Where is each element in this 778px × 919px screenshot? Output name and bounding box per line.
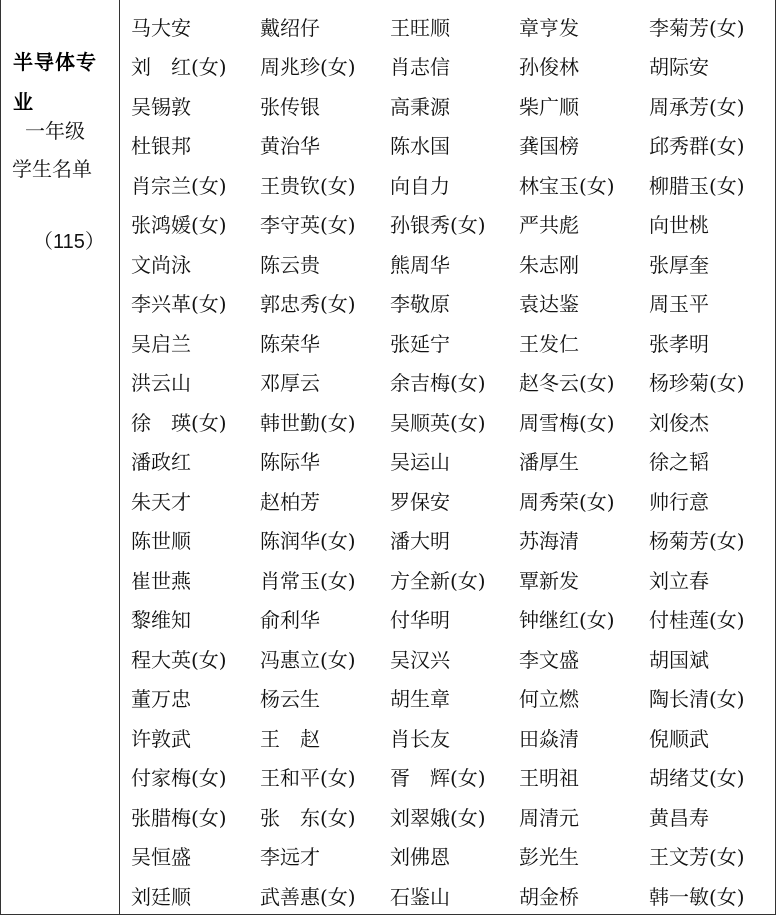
- student-name: 周兆珍(女): [260, 55, 356, 80]
- student-name: 何立燃: [519, 687, 579, 712]
- student-name: 周玉平: [649, 292, 709, 317]
- student-name: 张孝明: [649, 331, 709, 356]
- student-name: 孙银秀(女): [390, 213, 486, 238]
- student-name: 吴顺英(女): [390, 410, 486, 435]
- table-row: [131, 482, 771, 522]
- table-row: [131, 364, 771, 404]
- student-name: 石鉴山: [390, 884, 450, 909]
- student-name: 倪顺武: [649, 726, 709, 751]
- table-row: [131, 8, 771, 48]
- table-row: [131, 561, 771, 601]
- student-name: 陈际华: [260, 450, 320, 475]
- student-name: 杨菊芳(女): [649, 529, 745, 554]
- table-row: [131, 87, 771, 127]
- student-name: 袁达鉴: [519, 292, 579, 317]
- student-name: 黄治华: [260, 134, 320, 159]
- student-name: 张传银: [260, 94, 320, 119]
- student-name: 吴恒盛: [131, 845, 191, 870]
- student-name: 董万忠: [131, 687, 191, 712]
- student-name: 胡金桥: [519, 884, 579, 909]
- table-row: [131, 759, 771, 799]
- student-name: 洪云山: [131, 371, 191, 396]
- student-name: 吴运山: [390, 450, 450, 475]
- student-name: 周雪梅(女): [519, 410, 615, 435]
- student-name: 刘立春: [649, 568, 709, 593]
- table-row: [131, 719, 771, 759]
- student-name: 杨云生: [260, 687, 320, 712]
- student-name: 周秀荣(女): [519, 489, 615, 514]
- student-name: 田焱清: [519, 726, 579, 751]
- student-name: 文尚泳: [131, 252, 191, 277]
- student-name: 李敬原: [390, 292, 450, 317]
- student-name: 孙俊林: [519, 55, 579, 80]
- student-name: 刘佛恩: [390, 845, 450, 870]
- student-name: 黄昌寿: [649, 805, 709, 830]
- student-name: 柴广顺: [519, 94, 579, 119]
- table-row: [131, 877, 771, 917]
- table-row: [131, 798, 771, 838]
- major-cell: [1, 0, 119, 915]
- student-name: 张延宁: [390, 331, 450, 356]
- student-name: 杜银邦: [131, 134, 191, 159]
- student-name: 方全新(女): [390, 568, 486, 593]
- student-name: 刘俊杰: [649, 410, 709, 435]
- table-row: [131, 403, 771, 443]
- student-name: 吴启兰: [131, 331, 191, 356]
- table-row: [131, 838, 771, 878]
- student-name: 王文芳(女): [649, 845, 745, 870]
- table-row: [131, 601, 771, 641]
- student-name: 胥 辉(女): [390, 766, 486, 791]
- grade-label: 一年级: [25, 119, 85, 143]
- student-name: 冯惠立(女): [260, 647, 356, 672]
- student-name: 肖长友: [390, 726, 450, 751]
- student-name: 章亨发: [519, 15, 579, 40]
- student-name: 李守英(女): [260, 213, 356, 238]
- student-name: 付家梅(女): [131, 766, 227, 791]
- column-divider: [119, 0, 120, 915]
- student-name: 张厚奎: [649, 252, 709, 277]
- student-name: 马大安: [131, 15, 191, 40]
- student-name: 肖志信: [390, 55, 450, 80]
- student-name: 胡绪艾(女): [649, 766, 745, 791]
- table-row: [131, 285, 771, 325]
- student-name: 陈润华(女): [260, 529, 356, 554]
- student-name: 付桂莲(女): [649, 608, 745, 633]
- student-name: 徐 瑛(女): [131, 410, 227, 435]
- student-name: 李兴革(女): [131, 292, 227, 317]
- student-name: 龚国榜: [519, 134, 579, 159]
- student-name: 肖宗兰(女): [131, 173, 227, 198]
- table-row: [131, 206, 771, 246]
- student-name: 苏海清: [519, 529, 579, 554]
- major-title: 半导体专业: [13, 50, 97, 114]
- table-row: [131, 680, 771, 720]
- table-row: [131, 48, 771, 88]
- student-name: 李远才: [260, 845, 320, 870]
- student-name: 钟继红(女): [519, 608, 615, 633]
- student-name: 戴绍仔: [260, 15, 320, 40]
- student-name: 黎维知: [131, 608, 191, 633]
- student-count: （115）: [33, 231, 105, 253]
- table-row: [131, 127, 771, 167]
- student-name: 刘廷顺: [131, 884, 191, 909]
- student-name: 俞利华: [260, 608, 320, 633]
- student-name: 熊周华: [390, 252, 450, 277]
- student-name: 张腊梅(女): [131, 805, 227, 830]
- student-name: 王和平(女): [260, 766, 356, 791]
- student-name: 潘政红: [131, 450, 191, 475]
- student-name: 陈云贵: [260, 252, 320, 277]
- table-row: [131, 245, 771, 285]
- student-name: 韩一敏(女): [649, 884, 745, 909]
- table-row: [131, 166, 771, 206]
- student-name: 柳腊玉(女): [649, 173, 745, 198]
- student-name: 林宝玉(女): [519, 173, 615, 198]
- student-name: 刘 红(女): [131, 55, 227, 80]
- student-name: 邓厚云: [260, 371, 320, 396]
- student-name: 邱秀群(女): [649, 134, 745, 159]
- student-name: 朱志刚: [519, 252, 579, 277]
- student-name: 程大英(女): [131, 647, 227, 672]
- student-name: 胡国斌: [649, 647, 709, 672]
- student-name: 王明祖: [519, 766, 579, 791]
- student-list-label: 学生名单: [12, 157, 92, 181]
- student-name: 张 东(女): [260, 805, 356, 830]
- student-name: 罗保安: [390, 489, 450, 514]
- student-name: 王发仁: [519, 331, 579, 356]
- student-name: 徐之韬: [649, 450, 709, 475]
- student-name: 覃新发: [519, 568, 579, 593]
- student-name: 陈水国: [390, 134, 450, 159]
- student-name: 胡际安: [649, 55, 709, 80]
- student-name: 潘大明: [390, 529, 450, 554]
- table-row: [131, 640, 771, 680]
- student-name: 吴汉兴: [390, 647, 450, 672]
- student-name: 韩世勤(女): [260, 410, 356, 435]
- student-name: 潘厚生: [519, 450, 579, 475]
- student-name: 陶长清(女): [649, 687, 745, 712]
- student-name: 胡生章: [390, 687, 450, 712]
- student-name: 向自力: [390, 173, 450, 198]
- student-name: 肖常玉(女): [260, 568, 356, 593]
- student-name: 周清元: [519, 805, 579, 830]
- student-name: 吴锡敦: [131, 94, 191, 119]
- student-name: 彭光生: [519, 845, 579, 870]
- table-row: [131, 443, 771, 483]
- student-name: 严共彪: [519, 213, 579, 238]
- student-name: 陈世顺: [131, 529, 191, 554]
- student-name: 王旺顺: [390, 15, 450, 40]
- student-name: 张鸿媛(女): [131, 213, 227, 238]
- student-name: 崔世燕: [131, 568, 191, 593]
- student-name: 帅行意: [649, 489, 709, 514]
- student-name: 许敦武: [131, 726, 191, 751]
- student-name: 赵柏芳: [260, 489, 320, 514]
- student-name: 武善惠(女): [260, 884, 356, 909]
- table-row: [131, 324, 771, 364]
- student-name: 郭忠秀(女): [260, 292, 356, 317]
- student-name: 朱天才: [131, 489, 191, 514]
- student-name: 向世桃: [649, 213, 709, 238]
- student-name: 高秉源: [390, 94, 450, 119]
- student-name: 陈荣华: [260, 331, 320, 356]
- student-name: 李菊芳(女): [649, 15, 745, 40]
- student-name: 杨珍菊(女): [649, 371, 745, 396]
- student-name: 王贵钦(女): [260, 173, 356, 198]
- student-name: 付华明: [390, 608, 450, 633]
- student-name: 王 赵: [260, 726, 320, 751]
- student-name: 余吉梅(女): [390, 371, 486, 396]
- table-row: [131, 522, 771, 562]
- student-name: 李文盛: [519, 647, 579, 672]
- student-name: 周承芳(女): [649, 94, 745, 119]
- names-grid: [131, 8, 771, 917]
- student-name: 刘翠娥(女): [390, 805, 486, 830]
- student-name: 赵冬云(女): [519, 371, 615, 396]
